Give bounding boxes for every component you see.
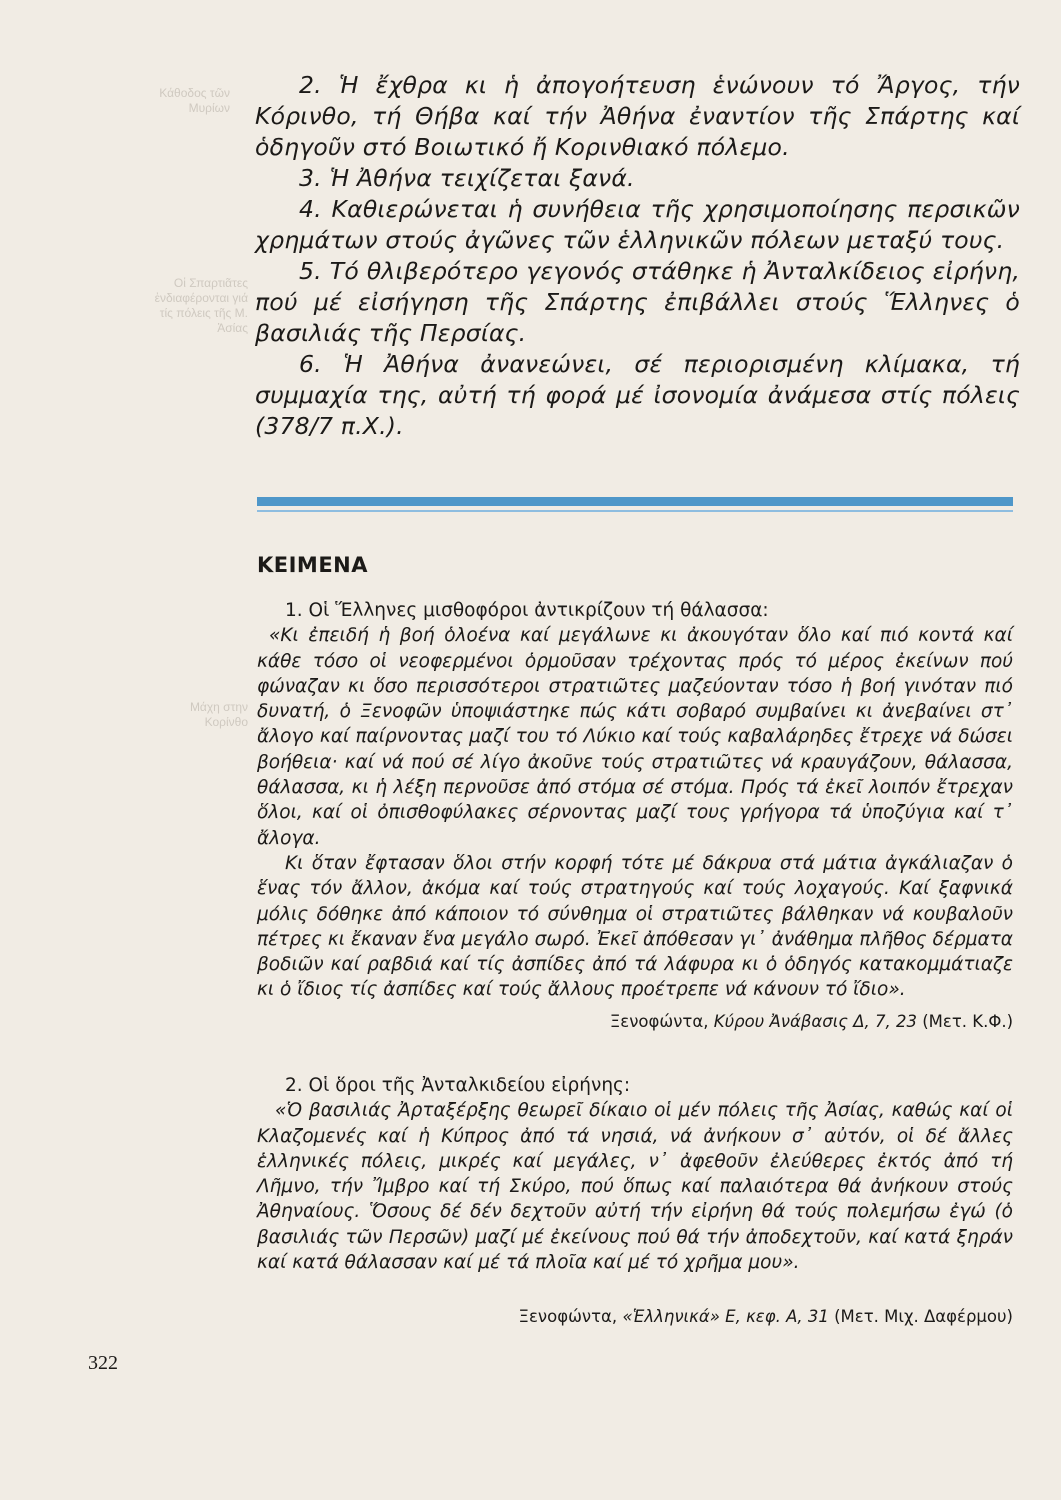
- summary-list: [255, 70, 1020, 442]
- list-item: 3. Ἡ Ἀθήνα τειχίζεται ξανά.: [299, 164, 635, 192]
- excerpt-quote: «Ὁ βασιλιάς Ἀρταξέρξης θεωρεῖ δίκαιο οἱ μέν πόλεις τῆς Ἀσίας, καθώς καί οἱ Κλαζομενές καί ἡ Κύπρος ἀπό τά νησιά, νά ἀνήκουν σ᾿ αὐτόν, οἱ δέ ἄλλες ἑλληνικές πόλεις, μικρές καί μεγάλες, ν᾿ ἀφεθοῦν ἐλεύθερες ἐκτός ἀπό τή Λῆμνο, τήν Ἴμβρο καί τή Σκύρο, πού ὅπως καί παλαιότερα θά ἀνήκουν στούς Ἀθηναίους. Ὅσους δέ δέν δεχτοῦν αὐτή τήν εἰρήνη θά τούς πολεμήσω ἐγώ (ὁ βασιλιάς τῶν Περσῶν) μαζί μέ ἐκείνους πού θά τήν ἀποδεχτοῦν, καί κατά ξηράν καί κατά θάλασσαν καί μέ τά πλοῖα καί μέ τό χρῆμα μου».: [257, 1100, 1013, 1274]
- ghost-margin-note: Κάθοδος τῶν Μυρίων: [159, 86, 230, 115]
- section-divider-thin: [257, 510, 1013, 512]
- excerpt-quote: Κι ὅταν ἔφτασαν ὅλοι στήν κορφή τότε μέ δάκρυα στά μάτια ἀγκάλιαζαν ὁ ἕνας τόν ἄλλον, ἀκόμα καί τούς στρατηγούς καί τούς λοχαγούς. Καί ξαφνικά μόλις δόθηκε ἀπό κάποιον τό σύνθημα οἱ στρατιῶτες βάλθηκαν νά κουβαλοῦν πέτρες κι ἔκαναν ἕνα μεγάλο σωρό. Ἐκεῖ ἀπόθεσαν γι᾿ ἀνάθημα πλῆθος δέρματα βοδιῶν καί ραβδιά καί τίς ἀσπίδες ἀπό τά λάφυρα κι ὁ ὁδηγός κατακομμάτιαζε κι ὁ ἴδιος τίς ἀσπίδες καί τούς ἄλλους προέτρεπε νά κάνουν τό ἴδιο».: [257, 852, 1013, 1001]
- text-excerpt-1: [257, 598, 1013, 1003]
- section-heading: ΚΕΙΜΕΝΑ: [257, 553, 369, 577]
- list-item: 2. Ἡ ἔχθρα κι ἡ ἀπογοήτευση ἑνώνουν τό Ἄργος, τήν Κόρινθο, τή Θήβα καί τήν Ἀθήνα ἐναντίον τῆς Σπάρτης καί ὁδηγοῦν στό Βοιωτικό ἤ Κορινθιακό πόλεμο.: [255, 71, 1020, 161]
- list-item: 5. Τό θλιβερότερο γεγονός στάθηκε ἡ Ἀνταλκίδειος εἰρήνη, πού μέ εἰσήγηση τῆς Σπάρτης ἐπιβάλλει στούς Ἕλληνες ὁ βασιλιάς τῆς Περσίας.: [255, 257, 1020, 347]
- excerpt-title: 1. Οἱ Ἕλληνες μισθοφόροι ἀντικρίζουν τή θάλασσα:: [285, 600, 769, 621]
- excerpt-source: Ξενοφώντα, «Ἑλληνικά» Ε, κεφ. Α, 31 (Μετ. Μιχ. Δαφέρμου): [518, 1307, 1013, 1326]
- text-excerpt-2: [257, 1073, 1013, 1275]
- ghost-margin-note: Μάχη στην Κορίνθο: [189, 700, 248, 729]
- excerpt-title: 2. Οἱ ὅροι τῆς Ἀνταλκιδείου εἰρήνης:: [285, 1075, 631, 1096]
- excerpt-quote: «Κι ἐπειδή ἡ βοή ὁλοένα καί μεγάλωνε κι ἀκουγόταν ὅλο καί πιό κοντά καί κάθε τόσο οἱ νεοφερμένοι ὁρμοῦσαν τρέχοντας πρός τό μέρος ἐκείνων πού φώναζαν κι ὅσο περισσότεροι στρατιῶτες μαζεύονταν τόσο ἡ βοή γινόταν πιό δυνατή, ὁ Ξενοφῶν ὑποψιάστηκε πώς κάτι σοβαρό συμβαίνει κι ἀνεβαίνει στ᾿ ἄλογο καί παίρνοντας μαζί του τό Λύκιο καί τούς καβαλάρηδες ἔτρεχε νά δώσει βοήθεια· καί νά πού σέ λίγο ἀκοῦνε τούς στρατιῶτες νά κραυγάζουν, θάλασσα, θάλασσα, κι ἡ λέξη περνοῦσε ἀπό στόμα σέ στόμα. Πρός τά ἐκεῖ λοιπόν ἔτρεχαν ὅλοι, καί οἱ ὀπισθοφύλακες σέρνοντας μαζί τους γρήγορα τά ὑποζύγια καί τ᾿ ἄλογα.: [257, 625, 1013, 849]
- page-number: 322: [88, 1352, 118, 1374]
- list-item: 6. Ἡ Ἀθήνα ἀνανεώνει, σέ περιορισμένη κλίμακα, τή συμμαχία της, αὐτή τή φορά μέ ἰσονομία ἀνάμεσα στίς πόλεις (378/7 π.Χ.).: [255, 350, 1021, 440]
- excerpt-source: Ξενοφώντα, Κύρου Ἀνάβασις Δ, 7, 23 (Μετ. Κ.Φ.): [609, 1012, 1013, 1031]
- ghost-margin-note: Οἱ Σπαρτιᾶτες ἐνδιαφέρονται γιά τίς πόλεις τῆς Μ. Ἀσίας: [154, 276, 248, 335]
- section-divider: [257, 497, 1013, 506]
- list-item: 4. Καθιερώνεται ἡ συνήθεια τῆς χρησιμοποίησης περσικῶν χρημάτων στούς ἀγῶνες τῶν ἑλληνικῶν πόλεων μεταξύ τους.: [255, 195, 1021, 254]
